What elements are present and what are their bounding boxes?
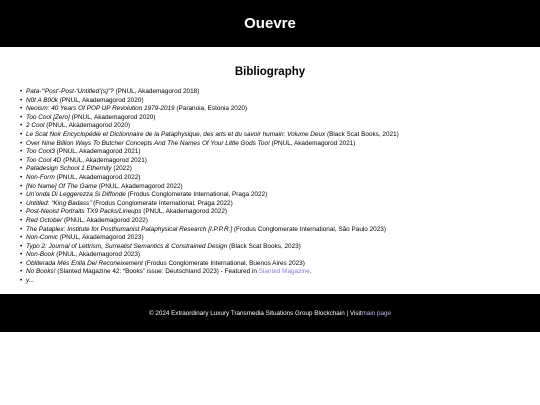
slanted-magazine-link[interactable]: Slanted Magazine: [258, 268, 310, 276]
bibliography-item: [26, 208, 540, 217]
bibliography-item: [26, 200, 540, 209]
bibliography-item-details: (PNUL, Akademagorod 2022): [54, 173, 141, 181]
bibliography-item-details: (PNUL, Akademagorod 2021): [269, 139, 356, 147]
bibliography-item-details: (PNUL, Akademagorod 2020): [69, 113, 156, 121]
bibliography-item-details: (PNUL, Akademagorod 2018): [113, 88, 200, 95]
bibliography-item-details: (Slanted Magazine 42: “Books” issue: Deutschland 2023) - Featured in: [55, 268, 259, 276]
bibliography-item-title: 2 Cool: [26, 122, 45, 130]
bibliography-item: [26, 251, 540, 260]
bibliography-item: [26, 183, 540, 192]
bibliography-item: [26, 260, 540, 269]
bibliography-item-title: No Books!: [26, 268, 56, 276]
bibliography-item-details: (PNUL, Akademagorod 2020): [57, 96, 144, 104]
bibliography-item: [26, 217, 540, 226]
bibliography-item-title: Non-Book: [26, 251, 55, 259]
bibliography-item: [26, 131, 540, 140]
bibliography-item-details: (Paranoia, Estonia 2020): [174, 105, 248, 113]
bibliography-item: [26, 226, 540, 235]
bibliography-item: [26, 243, 540, 252]
bibliography-item-details: (PNUL, Akademagorod 2020): [44, 122, 131, 130]
bibliography-item: [26, 148, 540, 157]
bibliography-item-title: Post-Neoist Portraits TX9 Packs/Lineups: [26, 208, 142, 216]
bibliography-item-title: Too Cool [Zero]: [26, 113, 70, 121]
bibliography-item-title: Patadesign School 1 Ethernity: [26, 165, 112, 173]
site-header: [0, 0, 540, 47]
bibliography-item-details: (PNUL, Akademagorod 2021): [54, 148, 141, 156]
bibliography-list: [0, 88, 540, 286]
bibliography-item-title: Un’onda Di Leggerezza Si Diffonde: [26, 191, 126, 199]
bibliography-item: [26, 191, 540, 200]
bibliography-item: [26, 88, 540, 97]
bibliography-item-title: Pata-“‘Post’-Post-‘Untitled’(s)”?: [26, 88, 114, 95]
bibliography-title: Bibliography: [234, 66, 306, 78]
bibliography-item-title: Typo 2: Journal of Lettrism, Surrealist Semantics & Constrained Design: [26, 242, 228, 250]
bibliography-item-title: y...: [26, 277, 35, 285]
bibliography-item: [26, 277, 540, 286]
bibliography-item-title: Over Nine Billion Ways To Butcher Concepts And The Names Of Your Little Gods Too!: [26, 139, 270, 147]
bibliography-item: [26, 234, 540, 243]
bibliography-item-title: Too Cool 4D: [26, 156, 62, 164]
bibliography-item: [26, 165, 540, 174]
site-footer: [0, 294, 540, 332]
bibliography-item-details: (Black Scat Books, 2023): [227, 242, 301, 250]
bibliography-item-details: (PNUL, Akademagorod 2022): [62, 216, 148, 224]
site-title: Ouevre: [244, 15, 296, 32]
main-content: [0, 47, 540, 286]
footer-text: © 2024 Extraordinary Luxury Transmedia Situations Group Blockchain | Visit: [148, 309, 362, 317]
bibliography-item-title: Obliterada Més Enllà Del Reconeixement: [26, 259, 143, 267]
bibliography-item-details: (PNUL, Akademagorod 2023): [54, 251, 141, 259]
bibliography-item-details: (PNUL, Akademagorod 2022): [97, 182, 183, 190]
bibliography-item-details: (PNUL, Akademagorod 2021): [61, 156, 147, 164]
bibliography-item-title: N0t A B00k: [26, 96, 58, 104]
bibliography-item: [26, 174, 540, 183]
bibliography-item-suffix: .: [309, 268, 312, 276]
bibliography-item: [26, 122, 540, 131]
bibliography-item: [26, 97, 540, 106]
bibliography-item: [26, 105, 540, 114]
bibliography-item-title: Neoism: 40 Years Of POP UP Revolution 1979-2019: [26, 105, 175, 113]
main-page-link[interactable]: main page: [361, 309, 392, 317]
bibliography-item-title: Le Scat Noir Encyclopédie et Dictionnaire de la Pataphysique, des arts et du savoir humain: Volume Deux: [26, 130, 326, 138]
bibliography-item-title: Too Cool3: [26, 148, 55, 156]
bibliography-item-details: (PNUL, Akademagorod 2022): [141, 208, 228, 216]
bibliography-item-details: (PNUL, Akademagorod 2023): [57, 234, 144, 242]
bibliography-item: [26, 157, 540, 166]
bibliography-item-title: Red October: [26, 216, 63, 224]
bibliography-item-details: (Black Scat Books, 2021): [325, 130, 399, 138]
bibliography-item-details: (Frodus Conglomerate International, Praga 2022): [125, 191, 268, 199]
bibliography-item-title: The Pataplex: Institute for Posthumanist Pataphysical Research [I.P.P.R.]: [26, 225, 233, 233]
bibliography-item-details: (2022): [111, 165, 132, 173]
bibliography-item: [26, 140, 540, 149]
bibliography-item-details: (Frodus Conglomerate International, Buenos Aires 2023): [142, 259, 305, 267]
bibliography-item-details: (Frodus Conglomerate International, São Paulo 2023): [232, 225, 386, 233]
bibliography-item-title: [No Name] Of The Game: [26, 182, 98, 190]
bibliography-item-details: (Frodus Conglomerate International, Praga 2022): [91, 199, 233, 207]
bibliography-item-title: Untitled: “King Badass”: [26, 199, 92, 207]
bibliography-item: [26, 114, 540, 123]
bibliography-item-title: Non-Form: [26, 173, 55, 181]
bibliography-item-title: Non-Comic: [26, 234, 58, 242]
bibliography-item: [26, 268, 540, 277]
